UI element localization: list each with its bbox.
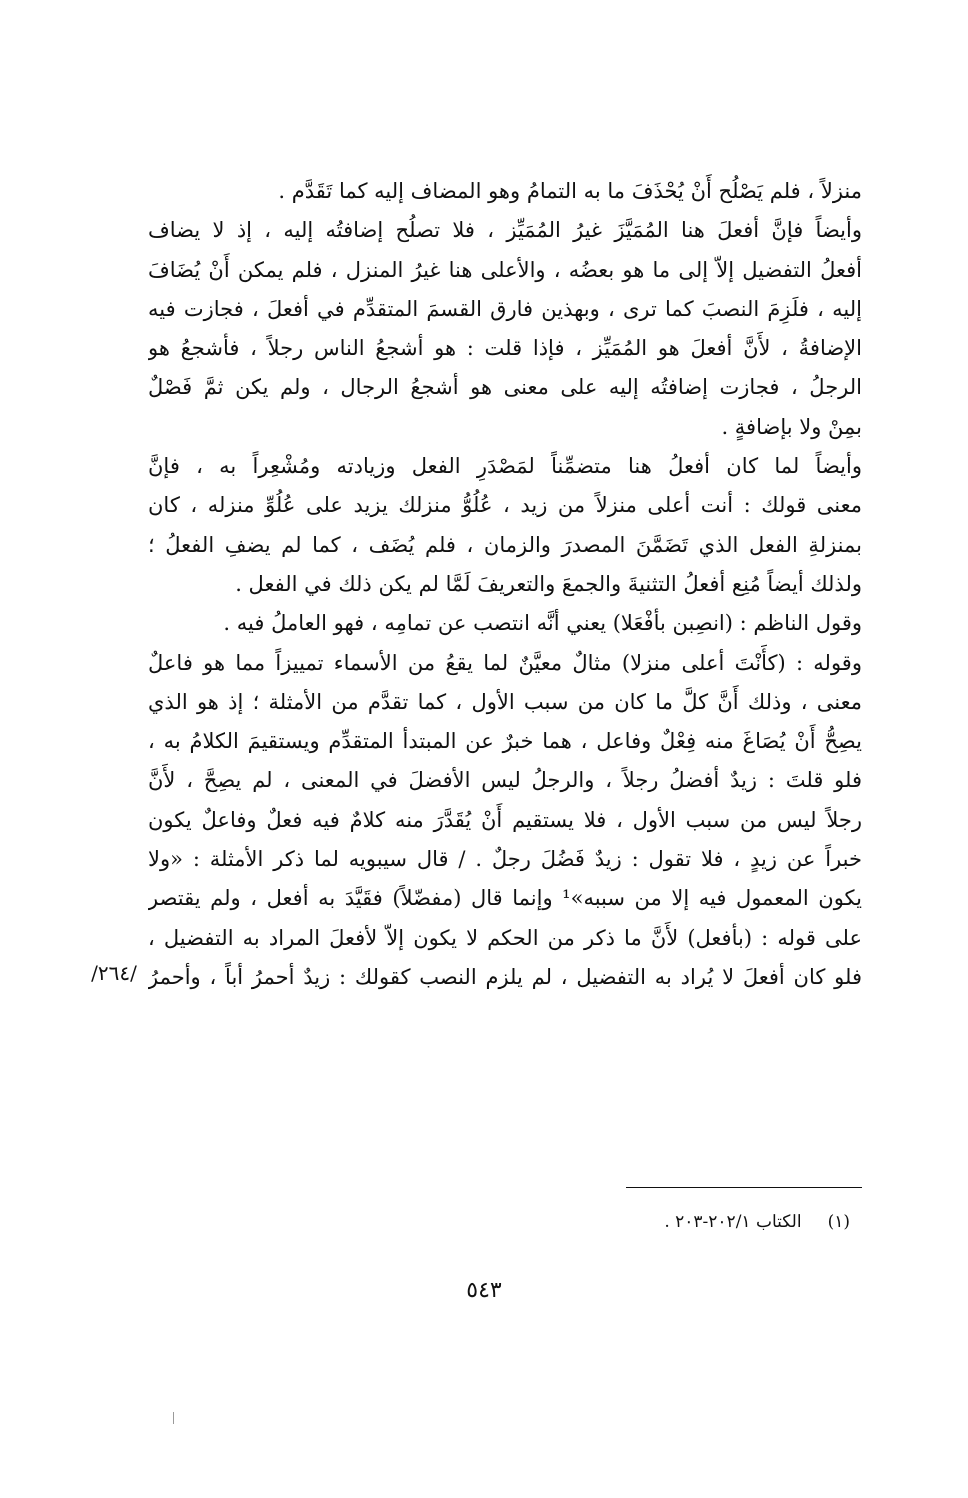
- footnote: [400, 1207, 850, 1237]
- footnote-text: الكتاب ٢٠٢/١-٢٠٣ .: [664, 1212, 802, 1232]
- text-line-19: يكون المعمول فيه إلا من سببه»¹ وإنما قال (مفضّلاً) فقَيَّدَ به أفعل ، ولم يقتصر: [148, 886, 862, 911]
- text-line-7: بمِنْ ولا بإضافةٍ .: [721, 414, 862, 439]
- text-line-13: وقوله : (كأَنْتَ أعلى منزلا) مثالٌ معيَّنٌ لما يقعُ من الأسماء تمييزاً مما هو فاعلٌ: [148, 650, 862, 675]
- scan-speck: [173, 1412, 174, 1424]
- text-line-6: الرجلُ ، فجازت إضافتُه إليه على معنى هو أشجعُ الرجال ، ولم يكن ثمَّ فَصْلٌ: [148, 375, 862, 400]
- text-line-18: خبراً عن زيدٍ ، فلا تقول : زيدٌ فَضُلَ رجلٌ . / قال سيبويه لما ذكر الأمثلة : «ولا: [148, 847, 862, 872]
- margin-page-reference: /٢٦٤/: [91, 961, 137, 985]
- text-line-5: الإضافةُ ، لأَنَّ أفعلَ هو المُمَيِّز ، فإذا قلت : هو أشجعُ الناس رجلاً ، فأشجعُ هو: [148, 336, 862, 361]
- main-text: [148, 172, 862, 997]
- footnote-number: (١): [827, 1212, 850, 1232]
- page-number: ٥٤٣: [466, 1278, 502, 1303]
- footnote-divider: [626, 1187, 862, 1188]
- text-line-16: فلو قلتَ : زيدٌ أفضلُ رجلاً ، والرجلُ ليس الأفضلَ في المعنى ، لم يصِحَّ ، لأَنَّ: [148, 768, 862, 793]
- text-line-21: فلو كان أفعلَ لا يُراد به التفضيل ، لم يلزم النصب كقولك : زيدٌ أحمرُ أباً ، وأحمرُ: [148, 964, 862, 989]
- text-line-12: وقول الناظم : (انصِبن بأفْعَلا) يعني أنَّه انتصب عن تمامِه ، فهو العاملُ فيه .: [223, 611, 862, 636]
- text-line-3: أفعلُ التفضيل إلاّ إلى ما هو بعضُه ، والأعلى هنا غيرُ المنزل ، فلم يمكن أَنْ يُضَافَ: [148, 257, 862, 282]
- text-line-14: معنى ، وذلك أَنَّ كلَّ ما كان من سبب الأول ، كما تقدَّم من الأمثلة ؛ إذ هو الذي: [148, 689, 862, 714]
- text-line-9: معنى قولك : أنت أعلى منزلاً من زيد ، عُلُوُّ منزلك يزيد على عُلُوِّ منزله ، كان: [148, 493, 862, 518]
- text-line-8: وأيضاً لما كان أفعلُ هنا متضمِّناً لمَصْدَرِ الفعل وزيادته ومُشْعِراً به ، فإنَّ: [148, 454, 862, 479]
- text-line-4: إليه ، فلَزِمَ النصبَ كما ترى ، وبهذين فارق القسمَ المتقدِّم في أفعلَ ، فجازت فيه: [148, 296, 862, 321]
- text-line-2: وأيضاً فإنَّ أفعلَ هنا المُمَيَّزَ غيرُ المُمَيِّز ، فلا تصلُح إضافتُه إليه ، إذ لا يضاف: [148, 218, 862, 243]
- text-line-1: منزلاً ، فلم يَصْلُح أَنْ يُحْذَفَ ما به التمامُ وهو المضاف إليه كما تَقَدَّم .: [278, 179, 862, 203]
- text-line-20: على قوله : (بأفعل) لأَنَّ ما ذكر من الحكم لا يكون إلاّ لأفعلَ المراد به التفضيل ،: [148, 925, 862, 950]
- text-line-17: رجلاً ليس من سبب الأول ، فلا يستقيم أَنْ يُقَدَّرَ منه كلامٌ فيه فعلٌ وفاعلٌ يكون: [148, 807, 862, 832]
- text-line-10: بمنزلةِ الفعل الذي تَضَمَّنَ المصدرَ والزمان ، فلم يُضَف ، كما لم يضفِ الفعلُ ؛: [148, 532, 862, 557]
- text-line-11: ولذلك أيضاً مُنِع أفعلُ التثنيةَ والجمعَ والتعريفَ لَمَّا لم يكن ذلك في الفعل .: [235, 571, 862, 596]
- text-line-15: يصِحُّ أَنْ يُصَاغَ منه فِعْلٌ وفاعل ، هما خبرٌ عن المبتدأ المتقدِّم ويستقيمَ الكلامُ به ،: [148, 729, 862, 754]
